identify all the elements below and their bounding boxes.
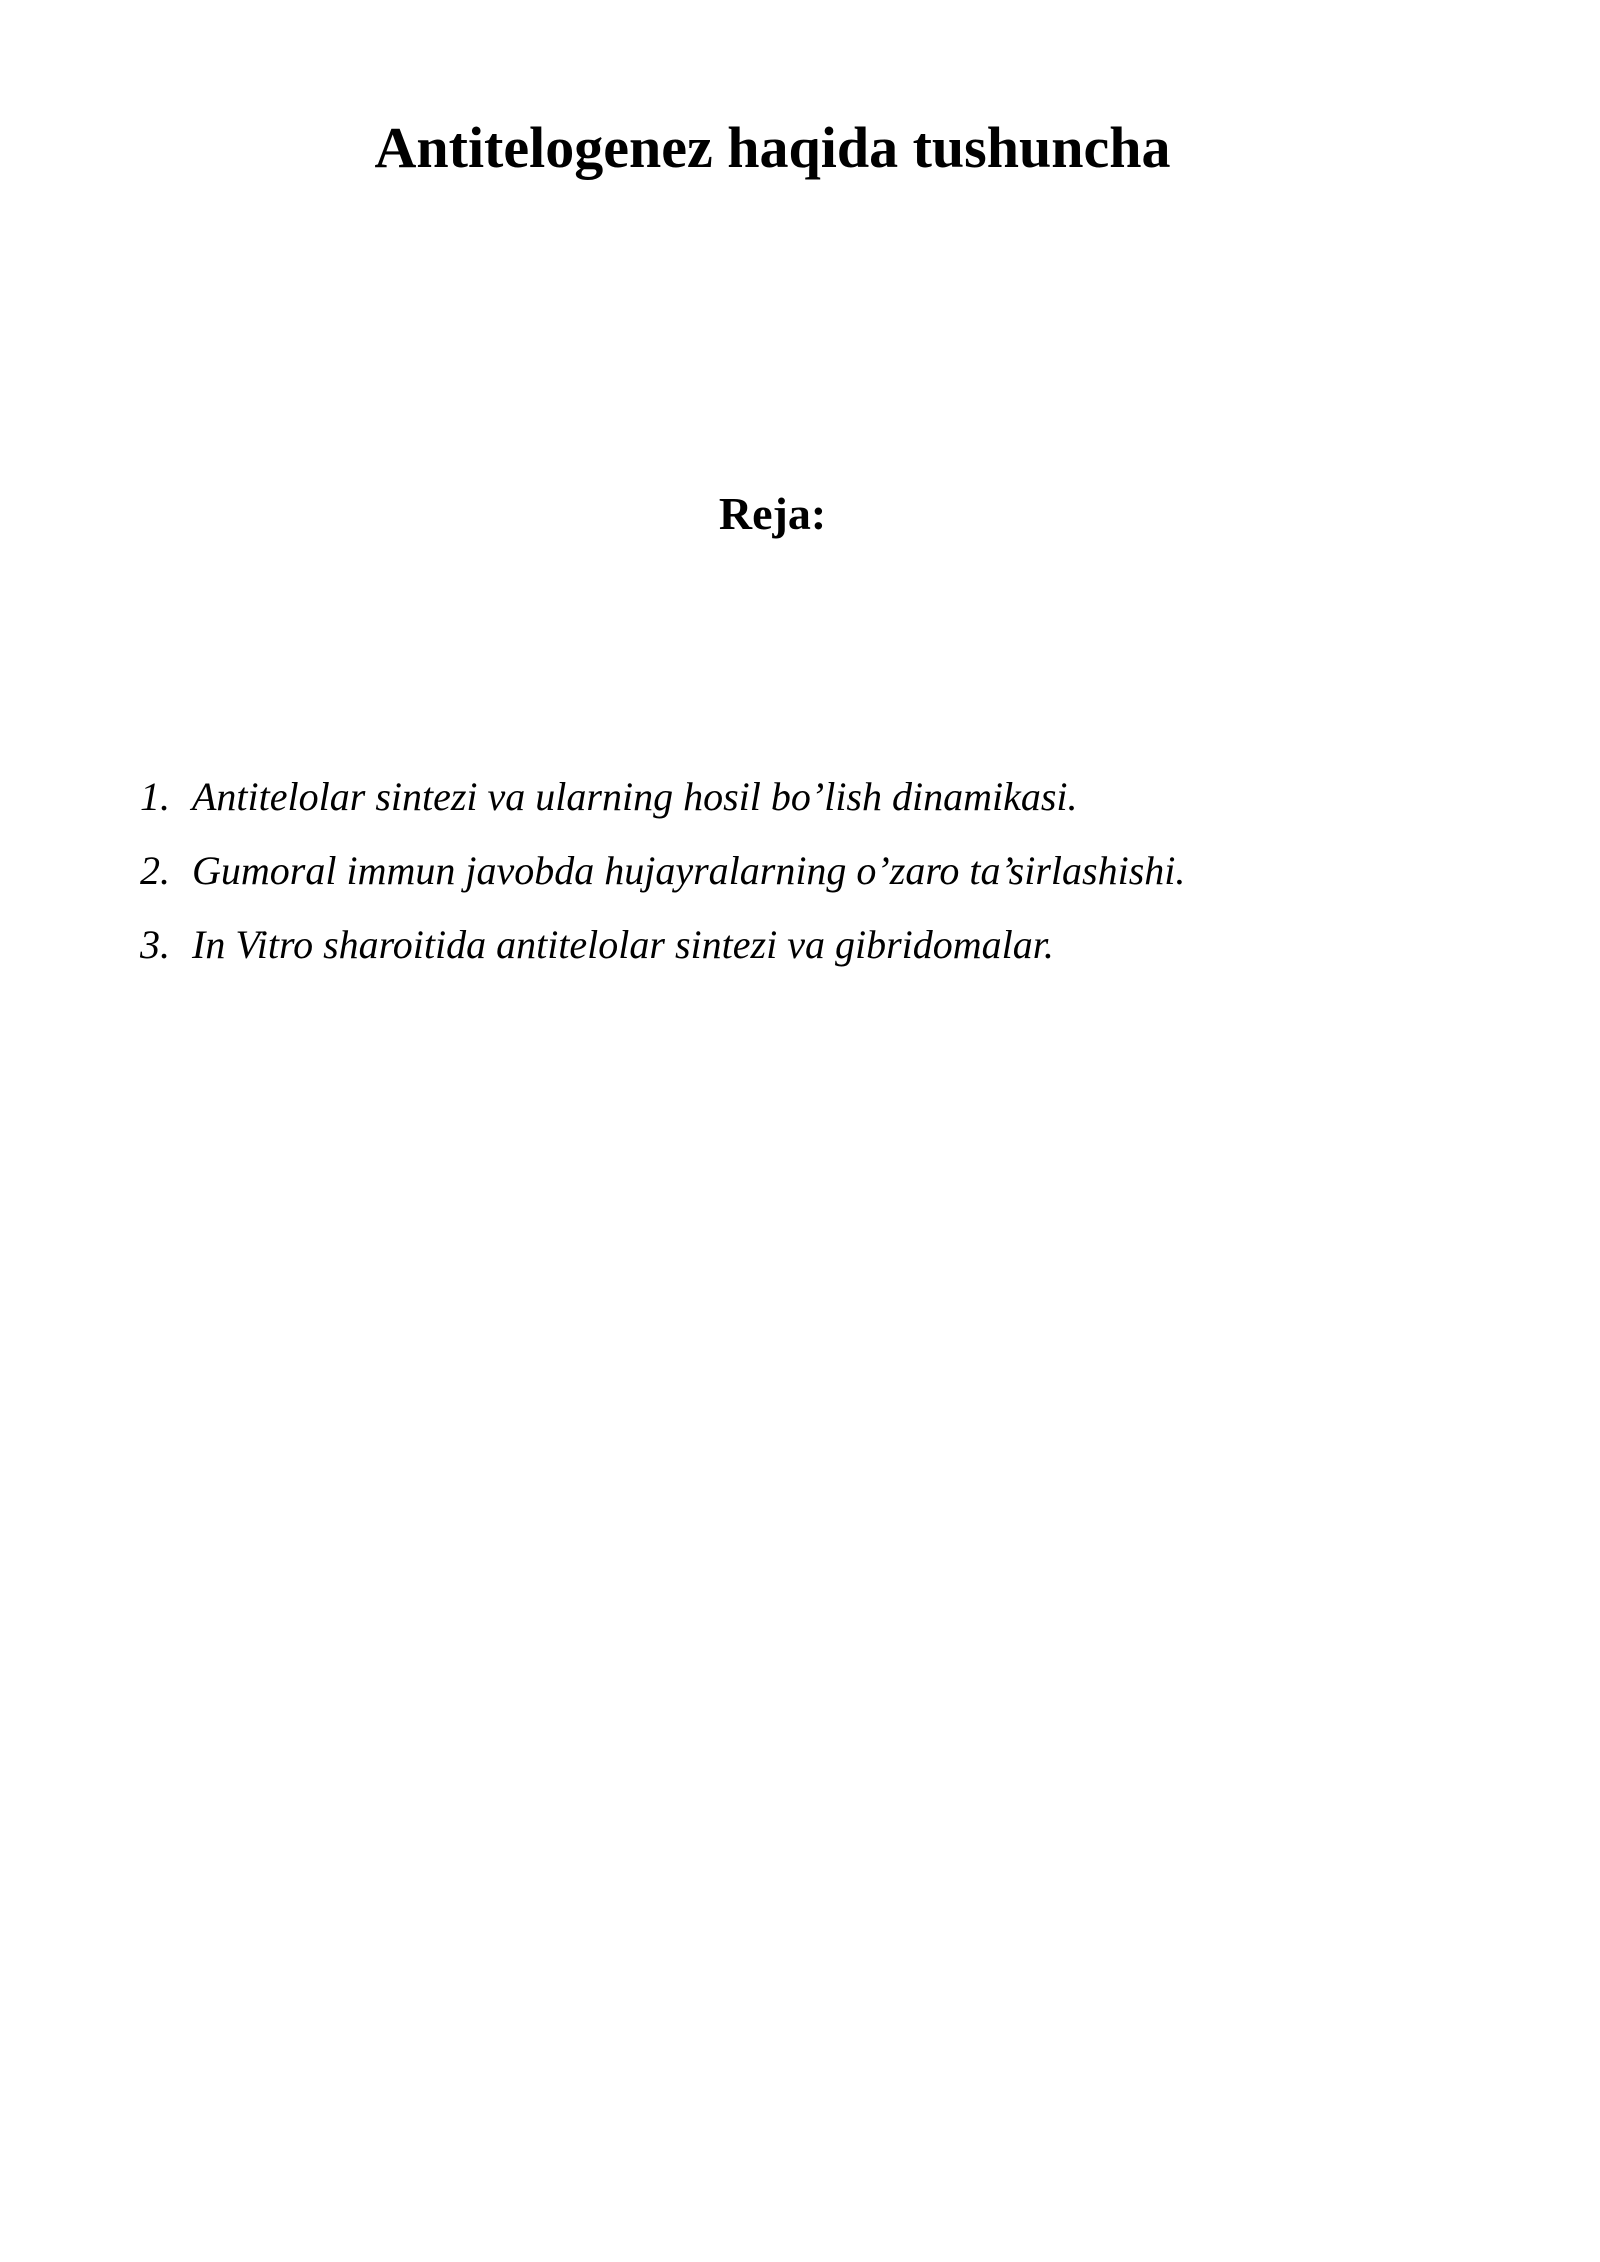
document-title: Antitelogenez haqida tushuncha xyxy=(374,115,1171,180)
plan-item-text: Gumoral immun javobda hujayralarning o’zaro ta’sirlashishi. xyxy=(192,848,1186,893)
plan-heading: Reja: xyxy=(718,488,827,539)
plan-item-text: Antitelolar sintezi va ularning hosil bo’lish dinamikasi. xyxy=(192,774,1078,819)
plan-item xyxy=(140,760,1540,834)
plan-item xyxy=(140,834,1540,908)
plan-item-text: In Vitro sharoitida antitelolar sintezi va gibridomalar. xyxy=(192,922,1054,967)
plan-item-number: 2. xyxy=(140,848,170,893)
plan-item-number: 3. xyxy=(140,922,170,967)
plan-item-number: 1. xyxy=(140,774,170,819)
plan-item xyxy=(140,908,1540,982)
plan-list xyxy=(140,760,1540,982)
